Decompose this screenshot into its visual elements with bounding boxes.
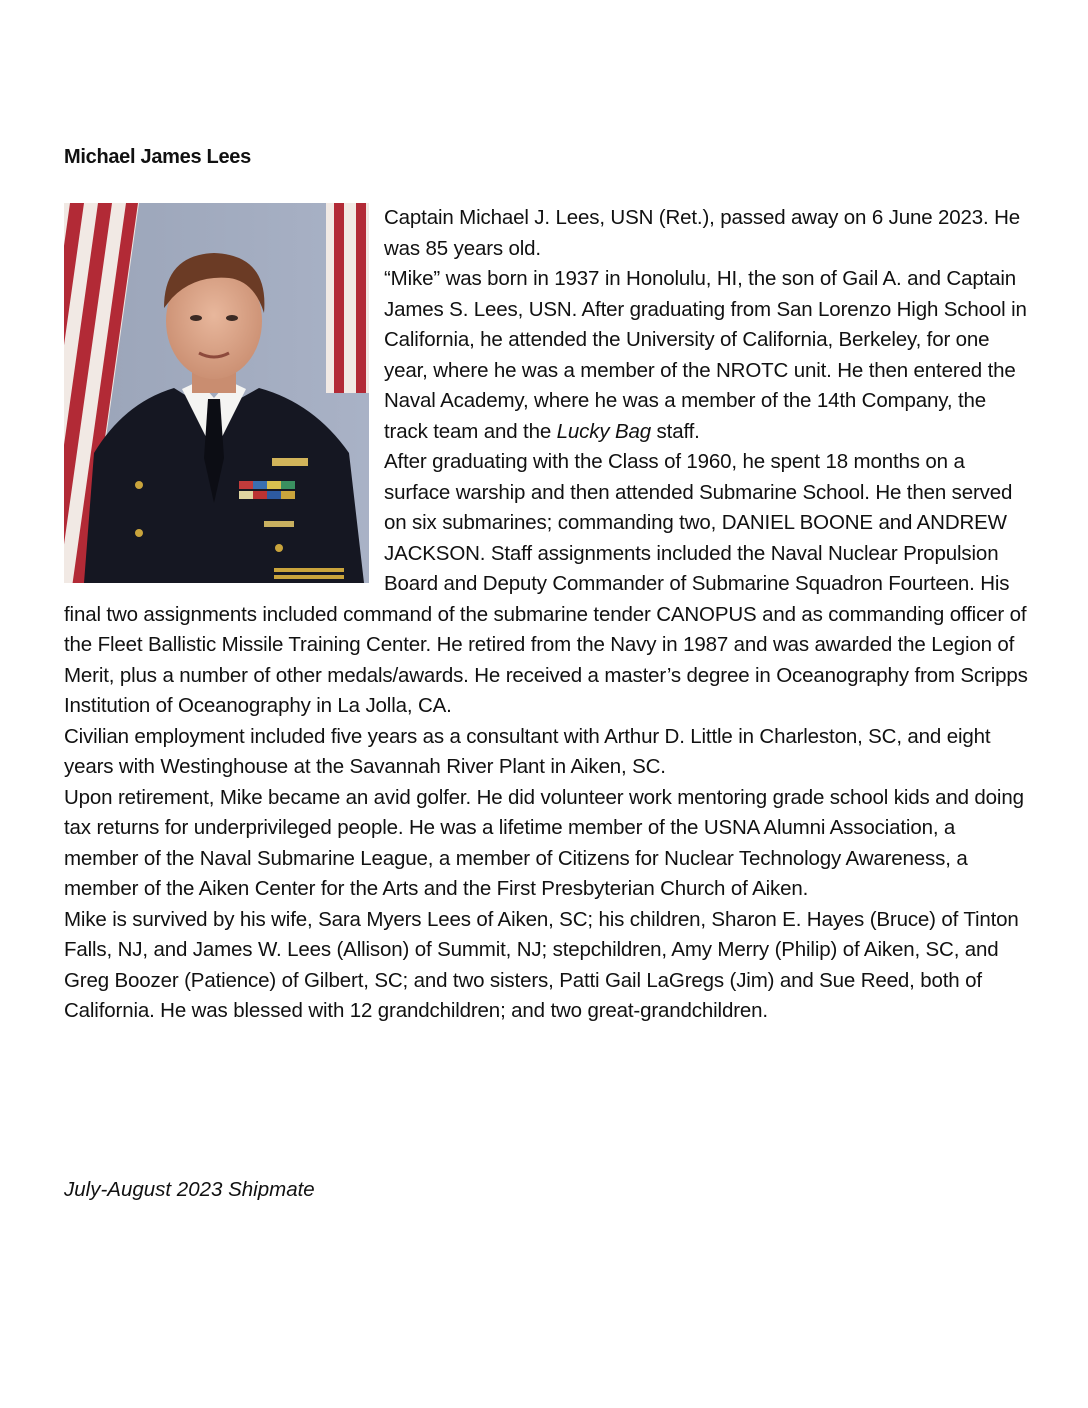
- flag-right: [326, 203, 369, 393]
- paragraph-death-notice: Captain Michael J. Lees, USN (Ret.), passed away on 6 June 2023. He was 85 years old.: [384, 206, 1021, 260]
- paragraph-civilian-employment: Civilian employment included five years as a consultant with Arthur D. Little in Charleston, SC, and eight years with Westinghouse at the Savannah River Plant in Aiken, SC.: [64, 724, 991, 778]
- portrait-photo: [64, 203, 369, 583]
- paragraph-retirement: Upon retirement, Mike became an avid golfer. He did volunteer work mentoring grade school kids and doing tax returns for underprivileged people. He was a lifetime member of the USNA Alumni Association, a member of the Naval Submarine League, a member of Citizens for Nuclear Technology Awareness, a member of the Aiken Center for the Arts and the First Presbyterian Church of Aiken.: [64, 785, 1024, 900]
- paragraph-naval-career: After graduating with the Class of 1960, he spent 18 months on a surface warship and then attended Submarine School. He then served on six submarines; commanding two, DANIEL BOONE and ANDREW JACKSON. Staff assignments included the Naval Nuclear Propulsion Board and Deputy Commander of Submarine Squadron Fourteen. His final two assignments included command of the submarine tender CANOPUS and as commanding officer of the Fleet Ballistic Missile Training Center. He retired from the Navy in 1987 and was awarded the Legion of Merit, plus a number of other medals/awards. He received a master’s degree in Oceanography from Scripps Institution of Oceanography in La Jolla, CA.: [64, 450, 1028, 717]
- paragraph-survivors: Mike is survived by his wife, Sara Myers Lees of Aiken, SC; his children, Sharon E. Hayes (Bruce) of Tinton Falls, NJ, and James W. Lees (Allison) of Summit, NJ; stepchildren, Amy Merry (Philip) of Aiken, SC, and Greg Boozer (Patience) of Gilbert, SC; and two sisters, Patti Gail LaGregs (Jim) and Sue Reed, both of California. He was blessed with 12 grandchildren; and two great-grandchildren.: [64, 907, 1019, 1022]
- page-title: Michael James Lees: [64, 146, 251, 168]
- portrait-illustration: [64, 203, 369, 583]
- early-life-text-b: staff.: [651, 419, 700, 443]
- early-life-text-a: “Mike” was born in 1937 in Honolulu, HI, the son of Gail A. and Captain James S. Lees, USN. After graduating from San Lorenzo High School in California, he attended the University of California, Berkeley, for one year, where he was a member of the NROTC unit. He then entered the Naval Academy, where he was a member of the 14th Company, the track team and the: [384, 267, 1027, 443]
- lucky-bag-italic: Lucky Bag: [556, 419, 652, 443]
- source-citation: July-August 2023 Shipmate: [64, 1178, 315, 1201]
- obituary-body: [64, 203, 1029, 1027]
